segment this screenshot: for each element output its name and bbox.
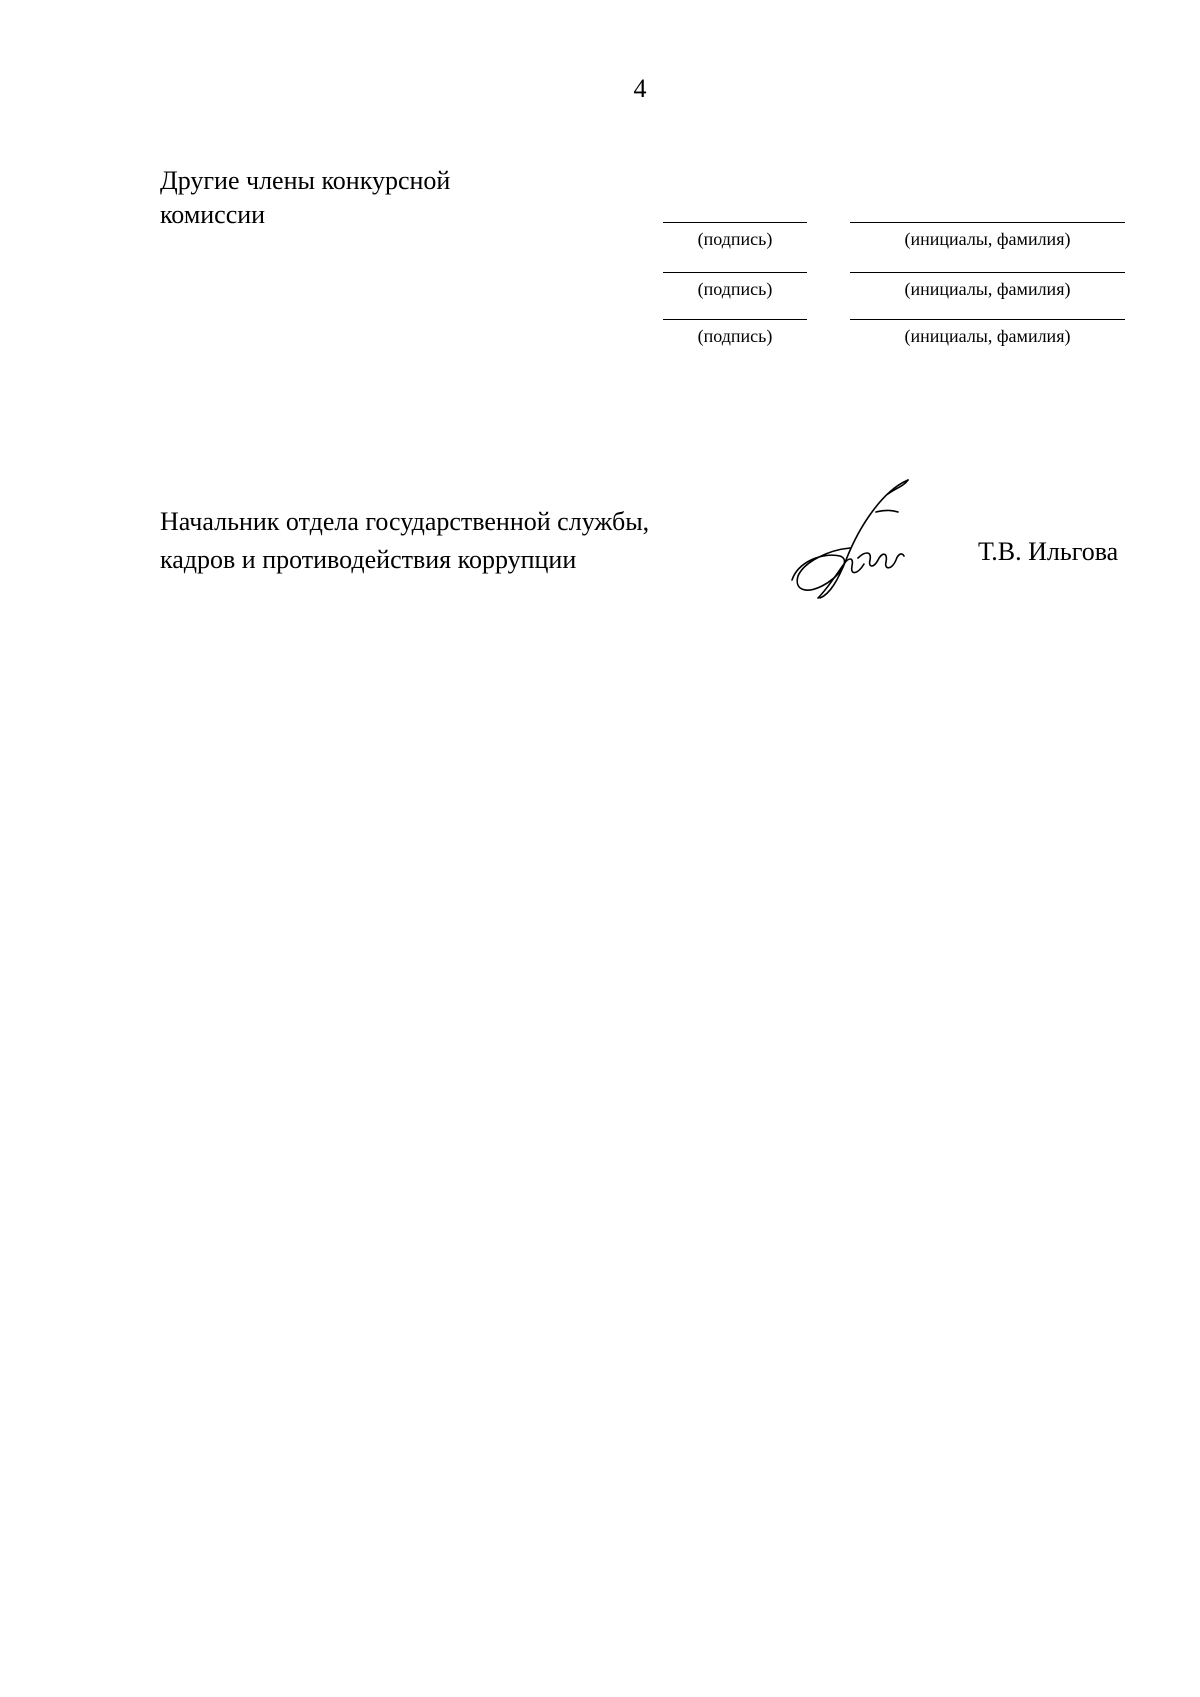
name-line	[850, 319, 1125, 320]
page-number: 4	[633, 74, 647, 103]
signature-caption: (подпись)	[697, 279, 773, 299]
signature-line	[663, 272, 807, 273]
signature-line	[663, 222, 807, 223]
handwritten-signature	[788, 476, 918, 606]
name-caption: (инициалы, фамилия)	[904, 229, 1071, 249]
head-position-line-1: Начальник отдела государственной службы,	[160, 507, 650, 536]
head-position-line-2: кадров и противодействия коррупции	[160, 545, 577, 574]
signature-caption: (подпись)	[697, 229, 773, 249]
name-line	[850, 272, 1125, 273]
signature-row-2	[0, 272, 1200, 306]
head-position-title	[160, 503, 649, 579]
name-caption: (инициалы, фамилия)	[904, 326, 1071, 346]
signature-row-3	[0, 319, 1200, 353]
name-line	[850, 222, 1125, 223]
signature-caption: (подпись)	[697, 326, 773, 346]
name-caption: (инициалы, фамилия)	[904, 279, 1071, 299]
signature-row-1	[0, 222, 1200, 256]
commission-members-label-line-1: Другие члены конкурсной	[160, 166, 451, 195]
signature-line	[663, 319, 807, 320]
head-name: Т.В. Ильгова	[978, 537, 1119, 566]
commission-members-label-line-2: комиссии	[160, 200, 266, 229]
